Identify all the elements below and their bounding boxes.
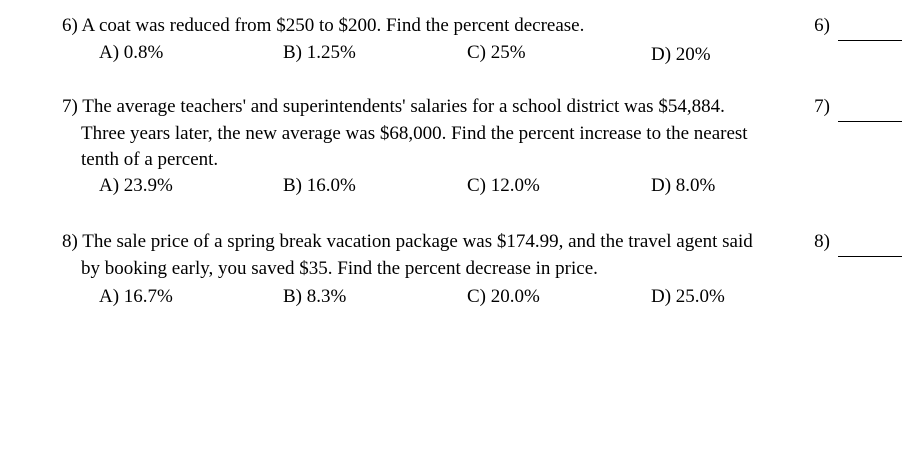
- question-8-choice-b: B) 8.3%: [283, 286, 347, 307]
- question-6-text: 6) A coat was reduced from $250 to $200. Find the percent decrease.: [62, 15, 585, 36]
- question-8-choice-a: A) 16.7%: [99, 286, 173, 307]
- question-7-choice-d: D) 8.0%: [651, 175, 716, 196]
- question-7-text-line-3: tenth of a percent.: [81, 149, 219, 170]
- question-6-choice-a: A) 0.8%: [99, 42, 164, 63]
- question-6-choice-d: D) 20%: [651, 44, 711, 65]
- question-6-choice-c: C) 25%: [467, 42, 526, 63]
- answer-label-7: 7): [814, 96, 830, 117]
- question-8-text-line-1: 8) The sale price of a spring break vacation package was $174.99, and the travel agent said: [62, 231, 753, 252]
- answer-label-6: 6): [814, 15, 830, 36]
- question-6-choice-b: B) 1.25%: [283, 42, 356, 63]
- answer-blank-8[interactable]: [838, 256, 902, 257]
- question-8-choice-d: D) 25.0%: [651, 286, 725, 307]
- question-7-text-line-2: Three years later, the new average was $68,000. Find the percent increase to the nearest: [81, 123, 748, 144]
- question-8-text-line-2: by booking early, you saved $35. Find the percent decrease in price.: [81, 258, 598, 279]
- question-8-choice-c: C) 20.0%: [467, 286, 540, 307]
- answer-label-8: 8): [814, 231, 830, 252]
- question-7-choice-c: C) 12.0%: [467, 175, 540, 196]
- answer-blank-7[interactable]: [838, 121, 902, 122]
- question-7-choice-a: A) 23.9%: [99, 175, 173, 196]
- question-7-text-line-1: 7) The average teachers' and superintendents' salaries for a school district was $54,884.: [62, 96, 725, 117]
- answer-blank-6[interactable]: [838, 40, 902, 41]
- question-7-choice-b: B) 16.0%: [283, 175, 356, 196]
